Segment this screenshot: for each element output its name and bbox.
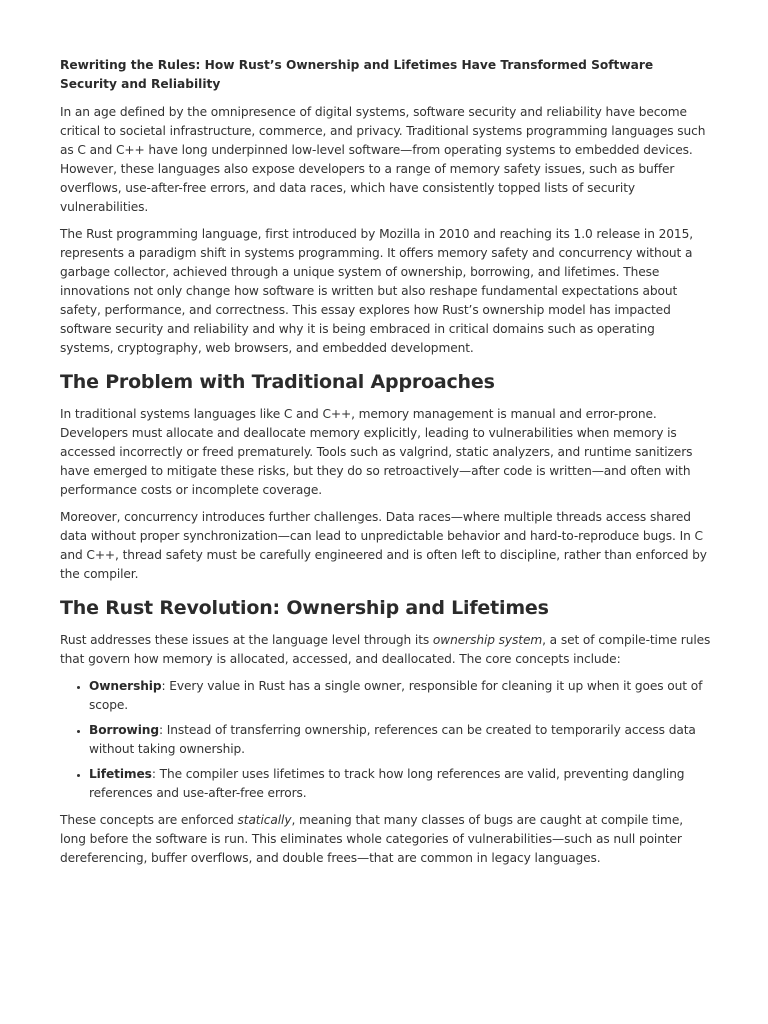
list-item-term: Lifetimes <box>89 767 152 781</box>
list-item-term: Borrowing <box>89 723 159 737</box>
list-item-ownership <box>89 677 712 715</box>
list-item-text: : The compiler uses lifetimes to track how long references are valid, preventing dangling references and use-after-free errors. <box>89 767 685 800</box>
rust-lead-text-end: , a set of compile-time rules that govern how memory is allocated, accessed, and deallocated. The core concepts include: <box>60 633 711 666</box>
list-item-lifetimes <box>89 765 712 803</box>
traditional-paragraph-2: Moreover, concurrency introduces further challenges. Data races—where multiple threads access shared data without proper synchronization—can lead to unpredictable behavior and hard-to-reproduce bugs. In C and C++, thread safety must be carefully engineered and is often left to discipline, rather than enforced by the compiler. <box>60 510 707 581</box>
closing-text-end: , meaning that many classes of bugs are caught at compile time, long before the software is run. This eliminates whole categories of vulnerabilities—such as null pointer dereferencing, buffer overflows, and double frees—that are common in legacy languages. <box>60 813 683 865</box>
core-concepts-list <box>60 677 712 803</box>
list-item-text: : Every value in Rust has a single owner, responsible for cleaning it up when it goes out of scope. <box>89 679 703 712</box>
closing-text-start: These concepts are enforced <box>60 813 238 827</box>
section-heading-traditional-approaches: The Problem with Traditional Approaches <box>60 371 495 393</box>
traditional-paragraph-1: In traditional systems languages like C and C++, memory management is manual and error-prone. Developers must allocate and deallocate memory explicitly, leading to vulnerabilities when memory is accessed incorrectly or freed prematurely. Tools such as valgrind, static analyzers, and runtime sanitizers have emerged to mitigate these risks, but they do so retroactively—after code is written—and often with performance costs or incomplete coverage. <box>60 407 693 497</box>
document-page <box>60 56 712 876</box>
section-heading-rust-revolution: The Rust Revolution: Ownership and Lifetimes <box>60 597 549 619</box>
list-item-text: : Instead of transferring ownership, references can be created to temporarily access data without taking ownership. <box>89 723 696 756</box>
list-item-term: Ownership <box>89 679 162 693</box>
intro-paragraph-2: The Rust programming language, first introduced by Mozilla in 2010 and reaching its 1.0 release in 2015, represents a paradigm shift in systems programming. It offers memory safety and concurrency without a garbage collector, achieved through a unique system of ownership, borrowing, and lifetimes. These innovations not only change how software is written but also reshape fundamental expectations about safety, performance, and correctness. This essay explores how Rust’s ownership model has impacted software security and reliability and why it is being embraced in critical domains such as operating systems, cryptography, web browsers, and embedded development. <box>60 227 694 355</box>
rust-lead-paragraph <box>60 631 712 669</box>
list-item-borrowing <box>89 721 712 759</box>
intro-paragraph-1: In an age defined by the omnipresence of digital systems, software security and reliability have become critical to societal infrastructure, commerce, and privacy. Traditional systems programming languages such as C and C++ have long underpinned low-level software—from operating systems to embedded devices. However, these languages also expose developers to a range of memory safety issues, such as buffer overflows, use-after-free errors, and data races, which have consistently topped lists of security vulnerabilities. <box>60 105 706 214</box>
closing-paragraph <box>60 811 712 868</box>
document-title: Rewriting the Rules: How Rust’s Ownership and Lifetimes Have Transformed Software Security and Reliability <box>60 58 654 91</box>
closing-emphasis: statically <box>237 813 292 827</box>
rust-lead-emphasis: ownership system <box>432 633 543 647</box>
rust-lead-text-start: Rust addresses these issues at the language level through its <box>60 633 433 647</box>
